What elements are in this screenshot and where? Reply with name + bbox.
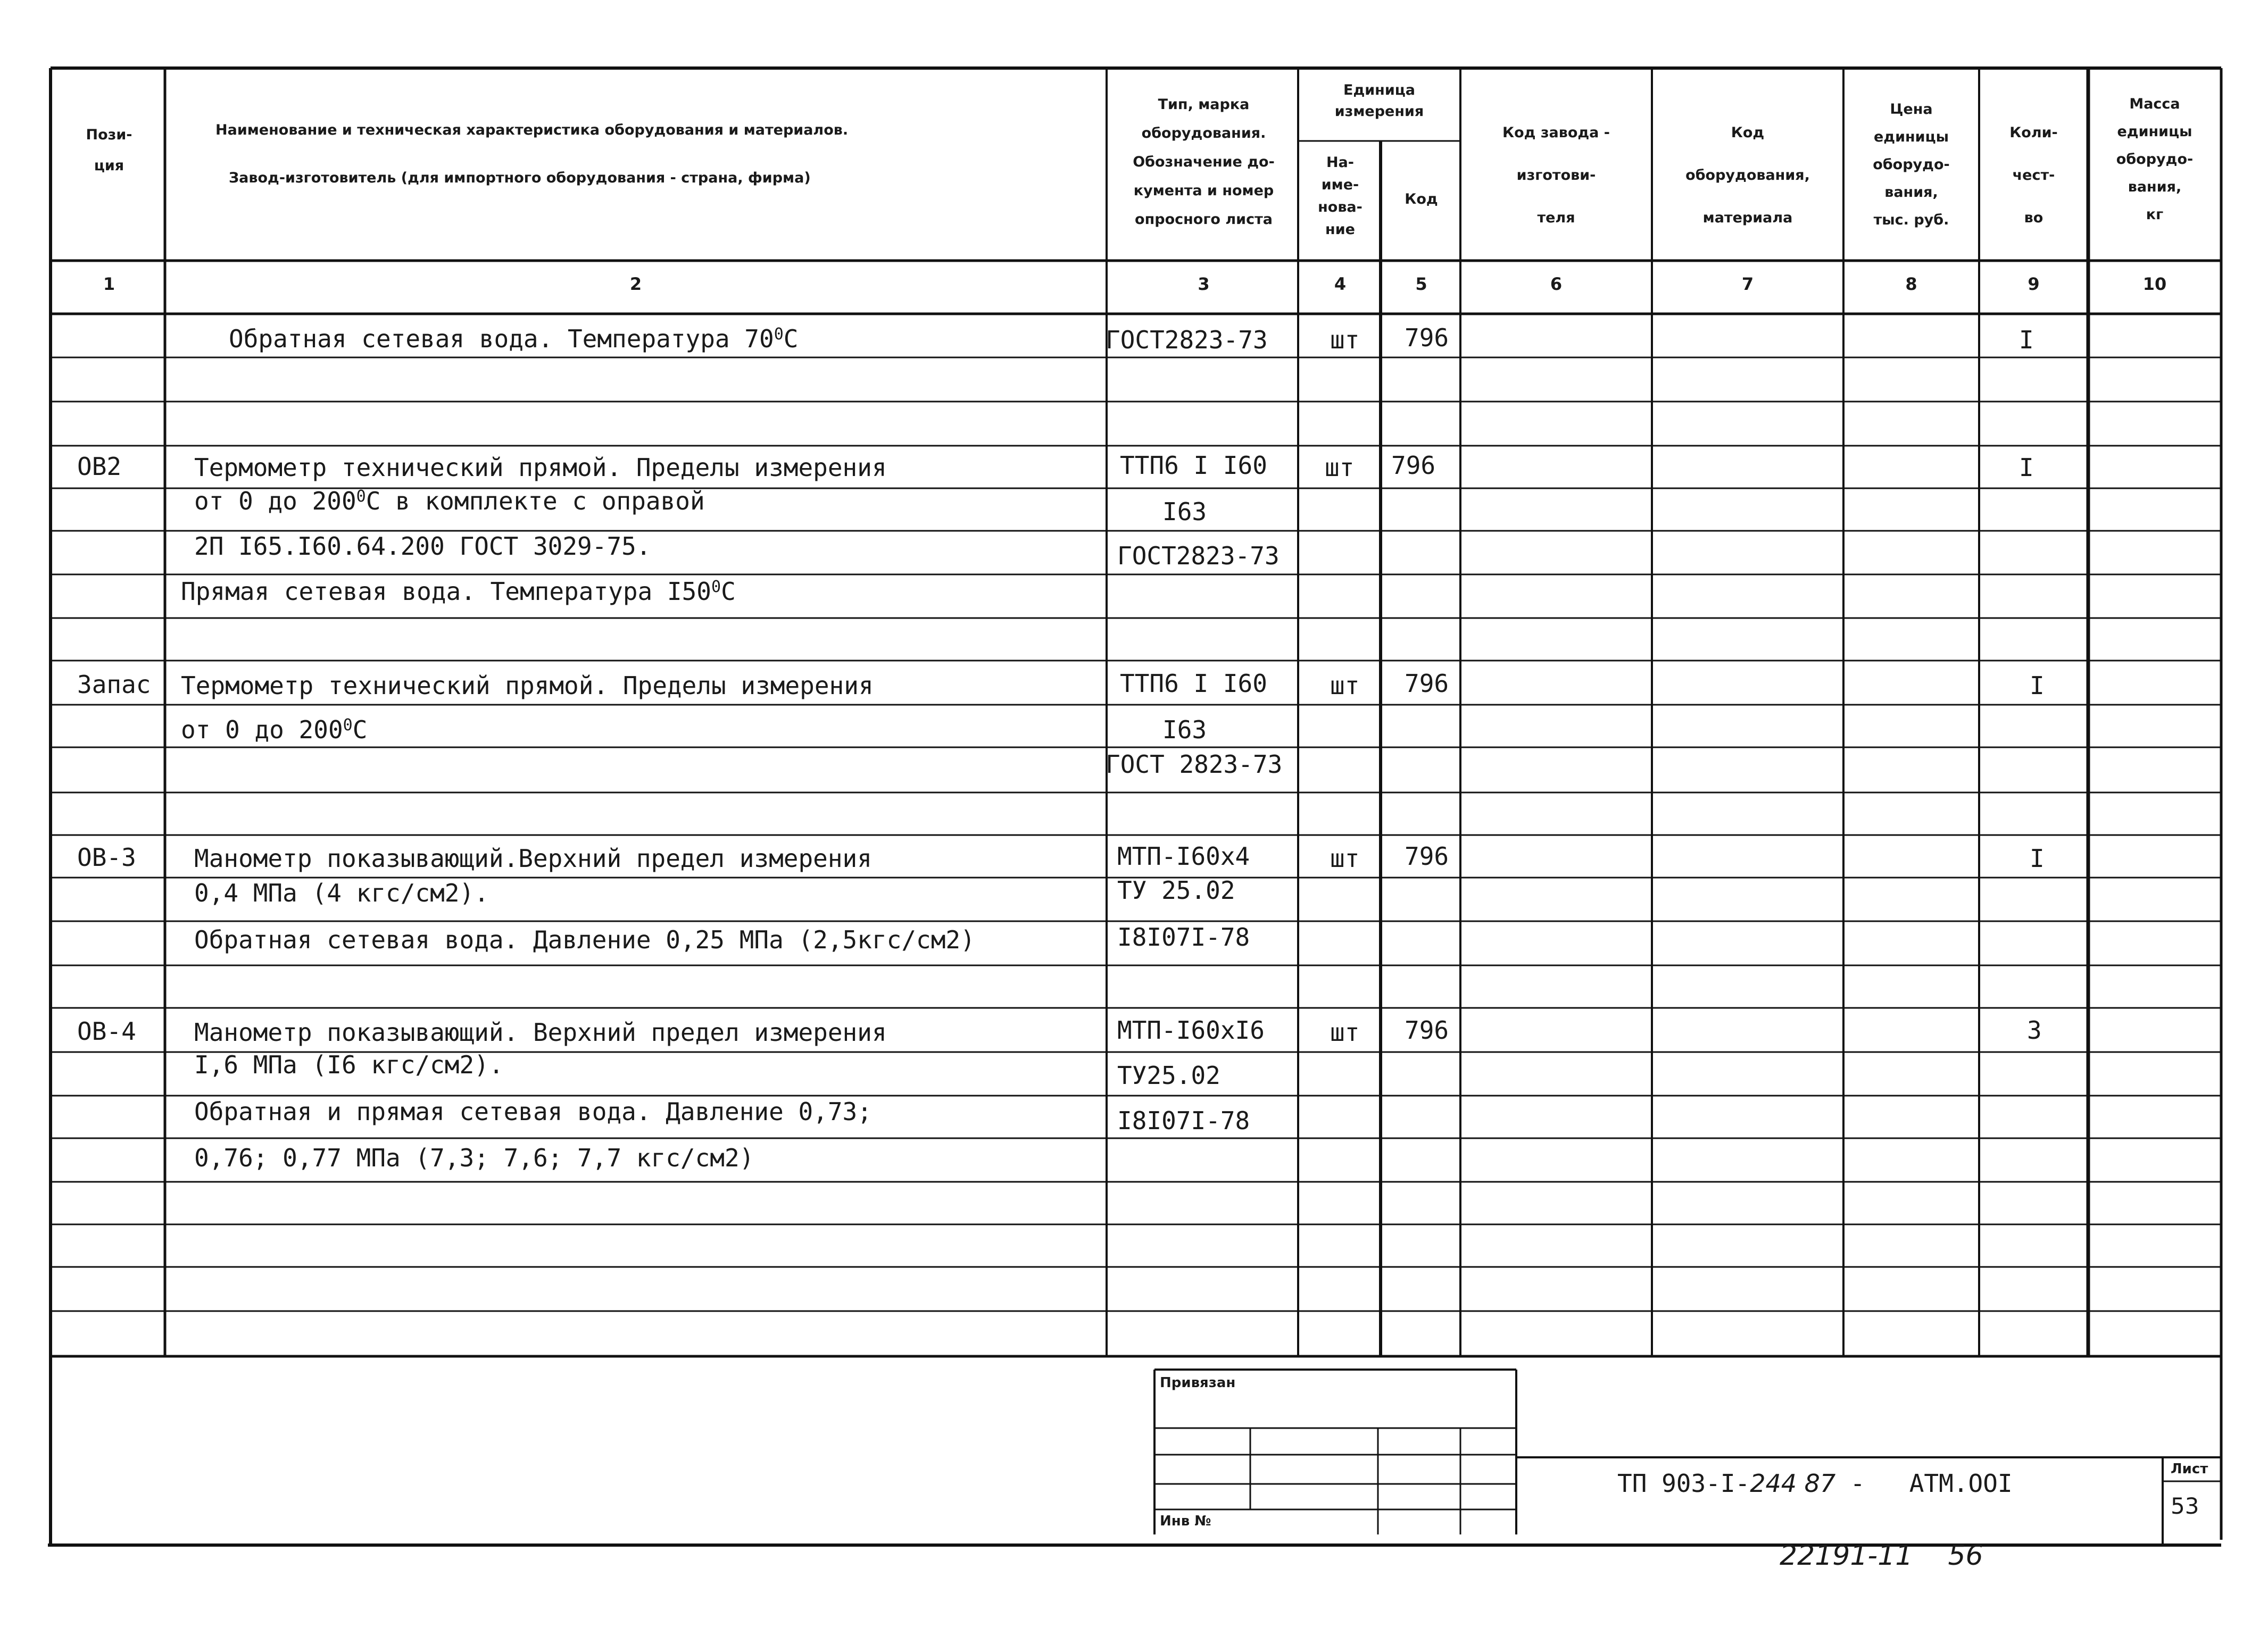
- stamp-inventory-label: Инв №: [1160, 1513, 1211, 1529]
- row-type: МТП-I60х4: [1117, 842, 1250, 871]
- row-name: Обратная сетевая вода. Давление 0,25 МПа (2,5кгс/см2): [194, 925, 975, 954]
- row-code: 796: [1391, 451, 1436, 480]
- row-name: от 0 до $200^0С$: [181, 715, 368, 744]
- column-number: 1: [103, 274, 115, 294]
- row-name: Термометр технический прямой. Пределы измерения: [194, 453, 887, 482]
- row-type: ТТП6 I I60: [1120, 451, 1267, 480]
- row-position: ОВ2: [77, 452, 122, 481]
- row-name: Манометр показывающий.Верхний предел измерения: [194, 844, 872, 873]
- stamp-linked-label: Привязан: [1160, 1375, 1236, 1391]
- footer-note: 22191-11 56: [1780, 1540, 1983, 1572]
- row-quantity: I: [2019, 453, 2034, 482]
- row-quantity: I: [2030, 671, 2045, 700]
- row-code: 796: [1405, 669, 1449, 698]
- row-type: ГОСТ2823-73: [1117, 541, 1280, 570]
- column-number: 3: [1198, 274, 1210, 294]
- row-type: ГОСТ 2823-73: [1106, 750, 1283, 779]
- row-quantity: 3: [2027, 1016, 2042, 1045]
- row-name: Термометр технический прямой. Пределы измерения: [181, 671, 874, 700]
- row-type: I63: [1162, 715, 1207, 744]
- header-name-line1: Наименование и техническая характеристика оборудования и материалов.: [215, 122, 849, 138]
- column-number: 6: [1550, 274, 1563, 294]
- row-type: I63: [1162, 497, 1207, 526]
- header-name-line2: Завод-изготовитель (для импортного оборудования - страна, фирма): [229, 170, 811, 186]
- header-mass: Масса единицы оборудо- вания, кг: [2116, 96, 2194, 223]
- row-name: 0,76; 0,77 МПа (7,3; 7,6; 7,7 кгс/см2): [194, 1144, 754, 1172]
- row-unit: шт: [1330, 671, 1360, 700]
- row-type: ТУ25.02: [1117, 1061, 1220, 1090]
- column-number: 4: [1334, 274, 1347, 294]
- row-position: ОВ-3: [77, 843, 136, 872]
- row-name: Манометр показывающий. Верхний предел измерения: [194, 1018, 887, 1047]
- row-code: 796: [1405, 1016, 1449, 1045]
- column-number: 10: [2142, 274, 2167, 294]
- row-name: Обратная и прямая сетевая вода. Давление 0,73;: [194, 1097, 872, 1126]
- row-type: ТТП6 I I60: [1120, 669, 1267, 698]
- row-name: 2П I65.I60.64.200 ГОСТ 3029-75.: [194, 532, 651, 561]
- row-unit: шт: [1330, 844, 1360, 873]
- row-type: I8I07I-78: [1117, 923, 1250, 952]
- row-unit: шт: [1325, 453, 1355, 482]
- header-price: Цена единицы оборудо- вания, тыс. руб.: [1873, 101, 1950, 228]
- header-position: Пози- ция: [86, 127, 132, 174]
- header-unit-name: На- име- нова- ние: [1318, 154, 1363, 238]
- header-factory-code: Код завода - изготови- теля: [1502, 124, 1610, 226]
- row-position: Запас: [77, 670, 151, 699]
- column-number: 7: [1741, 274, 1754, 294]
- header-quantity: Коли- чест- во: [2009, 124, 2058, 226]
- row-code: 796: [1405, 842, 1449, 871]
- row-unit: шт: [1330, 1018, 1360, 1047]
- document-code: ТП 903-I-244 87 - АТМ.ООI: [1617, 1469, 2013, 1498]
- row-position: ОВ-4: [77, 1017, 136, 1046]
- row-unit: шт: [1330, 326, 1360, 354]
- row-name: 0,4 МПа (4 кгс/см2).: [194, 879, 489, 907]
- column-number: 5: [1415, 274, 1427, 294]
- row-quantity: I: [2019, 326, 2034, 354]
- row-type: ТУ 25.02: [1117, 876, 1235, 905]
- header-type: Тип, марка оборудования. Обозначение до- кумента и номер опросного листа: [1133, 96, 1275, 228]
- row-name: I,6 МПа (I6 кгс/см2).: [194, 1050, 504, 1079]
- header-unit-code: Код: [1405, 191, 1438, 207]
- row-name: Обратная сетевая вода. Температура $70^0С$: [229, 324, 799, 353]
- sheet-number: 53: [2171, 1493, 2199, 1519]
- header-equipment-code: Код оборудования, материала: [1685, 124, 1810, 226]
- row-type: МТП-I60хI6: [1117, 1016, 1265, 1045]
- row-type: ГОСТ2823-73: [1106, 326, 1268, 354]
- column-number: 2: [629, 274, 642, 294]
- row-name: от 0 до $200^0С$ в комплекте с оправой: [194, 487, 705, 515]
- sheet-label: Лист: [2171, 1461, 2208, 1477]
- column-number: 8: [1905, 274, 1917, 294]
- header-unit: Единица измерения: [1334, 82, 1424, 120]
- row-code: 796: [1405, 323, 1449, 352]
- row-type: I8I07I-78: [1117, 1106, 1250, 1135]
- row-quantity: I: [2030, 844, 2045, 873]
- row-name: Прямая сетевая вода. Температура $I50^0С$: [181, 577, 736, 606]
- column-number: 9: [2028, 274, 2040, 294]
